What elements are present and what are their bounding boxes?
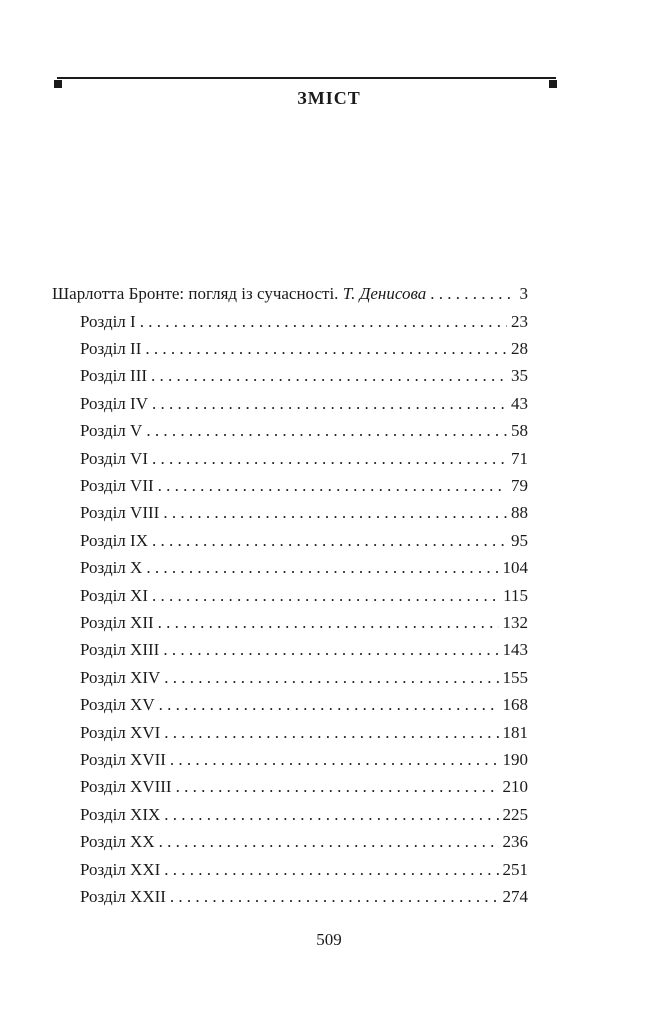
toc-chapter-page: 43 xyxy=(511,393,528,413)
toc-chapter-page: 71 xyxy=(511,448,528,468)
toc-chapter-label: Розділ XIV xyxy=(80,667,161,687)
toc-chapter-label: Розділ XI xyxy=(80,585,148,605)
toc-chapter-entry[interactable] xyxy=(80,668,528,688)
toc-chapter-entry[interactable] xyxy=(80,421,528,441)
toc-intro-page: 3 xyxy=(519,284,528,303)
toc-chapter-page: 95 xyxy=(511,530,528,550)
toc-chapter-label: Розділ II xyxy=(80,338,142,358)
toc-chapter-page: 210 xyxy=(502,777,528,797)
header-marker-left xyxy=(54,80,62,88)
toc-chapter-label: Розділ IV xyxy=(80,393,148,413)
toc-leader-dots xyxy=(146,421,507,441)
header-rule xyxy=(57,77,556,79)
toc-chapter-label: Розділ XIII xyxy=(80,640,160,660)
toc-chapter-label: Розділ XIX xyxy=(80,804,161,824)
toc-leader-dots xyxy=(176,777,499,797)
toc-chapter-entry[interactable] xyxy=(80,805,528,825)
toc-leader-dots xyxy=(159,832,499,852)
toc-chapter-page: 79 xyxy=(511,475,528,495)
toc-leader-dots xyxy=(164,805,498,825)
toc-chapter-entry[interactable] xyxy=(80,366,528,386)
toc-chapter-page: 225 xyxy=(502,804,528,824)
toc-leader-dots xyxy=(152,531,507,551)
toc-chapter-entry[interactable] xyxy=(80,476,528,496)
toc-leader-dots xyxy=(430,284,515,304)
toc-leader-dots xyxy=(164,668,498,688)
toc-leader-dots xyxy=(152,394,507,414)
toc-chapter-entry[interactable] xyxy=(80,640,528,660)
toc-chapter-label: Розділ III xyxy=(80,366,148,386)
toc-chapter-label: Розділ VII xyxy=(80,475,154,495)
toc-chapter-page: 88 xyxy=(511,503,528,523)
toc-leader-dots xyxy=(170,750,499,770)
toc-chapter-page: 155 xyxy=(502,667,528,687)
toc-chapter-label: Розділ XXII xyxy=(80,886,166,906)
toc-leader-dots xyxy=(164,723,498,743)
toc-chapter-page: 181 xyxy=(502,722,528,742)
toc-chapter-entry[interactable] xyxy=(80,449,528,469)
toc-chapter-label: Розділ XII xyxy=(80,612,154,632)
toc-chapter-label: Розділ XVI xyxy=(80,722,161,742)
toc-chapter-entry[interactable] xyxy=(80,394,528,414)
toc-chapter-page: 236 xyxy=(502,832,528,852)
toc-chapter-page: 168 xyxy=(502,695,528,715)
toc-leader-dots xyxy=(145,339,507,359)
toc-chapter-page: 104 xyxy=(502,558,528,578)
toc-leader-dots xyxy=(163,640,498,660)
toc-leader-dots xyxy=(152,586,499,606)
toc-chapter-entry[interactable] xyxy=(80,503,528,523)
toc-chapter-page: 132 xyxy=(502,612,528,632)
toc-chapter-entry[interactable] xyxy=(80,558,528,578)
page-number: 509 xyxy=(316,930,342,949)
toc-leader-dots xyxy=(151,366,507,386)
toc-chapter-entry[interactable] xyxy=(80,312,528,332)
toc-chapter-entry[interactable] xyxy=(80,887,528,907)
toc-leader-dots xyxy=(146,558,498,578)
toc-chapter-entry[interactable] xyxy=(80,613,528,633)
header-marker-right xyxy=(549,80,557,88)
toc-chapter-label: Розділ I xyxy=(80,311,136,331)
toc-chapter-entry[interactable] xyxy=(80,750,528,770)
toc-chapter-page: 274 xyxy=(502,886,528,906)
toc-chapter-page: 28 xyxy=(511,338,528,358)
toc-chapter-entry[interactable] xyxy=(80,777,528,797)
toc-intro-entry[interactable] xyxy=(52,284,528,304)
toc-chapter-page: 58 xyxy=(511,421,528,441)
toc-chapter-page: 35 xyxy=(511,366,528,386)
toc-chapter-label: Розділ XVIII xyxy=(80,777,172,797)
toc-chapter-entry[interactable] xyxy=(80,586,528,606)
toc-chapter-label: Розділ X xyxy=(80,558,143,578)
toc-chapter-label: Розділ V xyxy=(80,421,143,441)
toc-chapter-entry[interactable] xyxy=(80,723,528,743)
toc-intro-label xyxy=(52,284,426,304)
toc-leader-dots xyxy=(158,613,499,633)
toc-chapter-label: Розділ XVII xyxy=(80,749,166,769)
toc-chapter-page: 143 xyxy=(502,640,528,660)
toc-leader-dots xyxy=(163,503,507,523)
toc-chapter-page: 190 xyxy=(502,749,528,769)
toc-chapter-label: Розділ IX xyxy=(80,530,148,550)
toc-chapter-page: 115 xyxy=(503,585,528,605)
toc-chapter-page: 23 xyxy=(511,311,528,331)
toc-leader-dots xyxy=(158,476,507,496)
toc-leader-dots xyxy=(164,860,498,880)
toc-leader-dots xyxy=(140,312,507,332)
toc-chapter-label: Розділ XXI xyxy=(80,859,161,879)
toc-leader-dots xyxy=(152,449,507,469)
toc-chapter-label: Розділ VI xyxy=(80,448,148,468)
toc-intro-author: Т. Денисова xyxy=(342,284,427,303)
toc-leader-dots xyxy=(159,695,499,715)
toc-chapter-label: Розділ XX xyxy=(80,832,155,852)
toc-chapter-page: 251 xyxy=(502,859,528,879)
toc-chapter-label: Розділ XV xyxy=(80,695,155,715)
page-title: ЗМІСТ xyxy=(297,88,361,108)
toc-chapter-entry[interactable] xyxy=(80,695,528,715)
toc-chapter-entry[interactable] xyxy=(80,531,528,551)
toc-leader-dots xyxy=(170,887,499,907)
toc-chapter-entry[interactable] xyxy=(80,832,528,852)
toc-chapter-entry[interactable] xyxy=(80,339,528,359)
toc-chapter-entry[interactable] xyxy=(80,860,528,880)
toc-chapter-label: Розділ VIII xyxy=(80,503,160,523)
toc-intro-title: Шарлотта Бронте: погляд із сучасності. xyxy=(52,284,343,303)
